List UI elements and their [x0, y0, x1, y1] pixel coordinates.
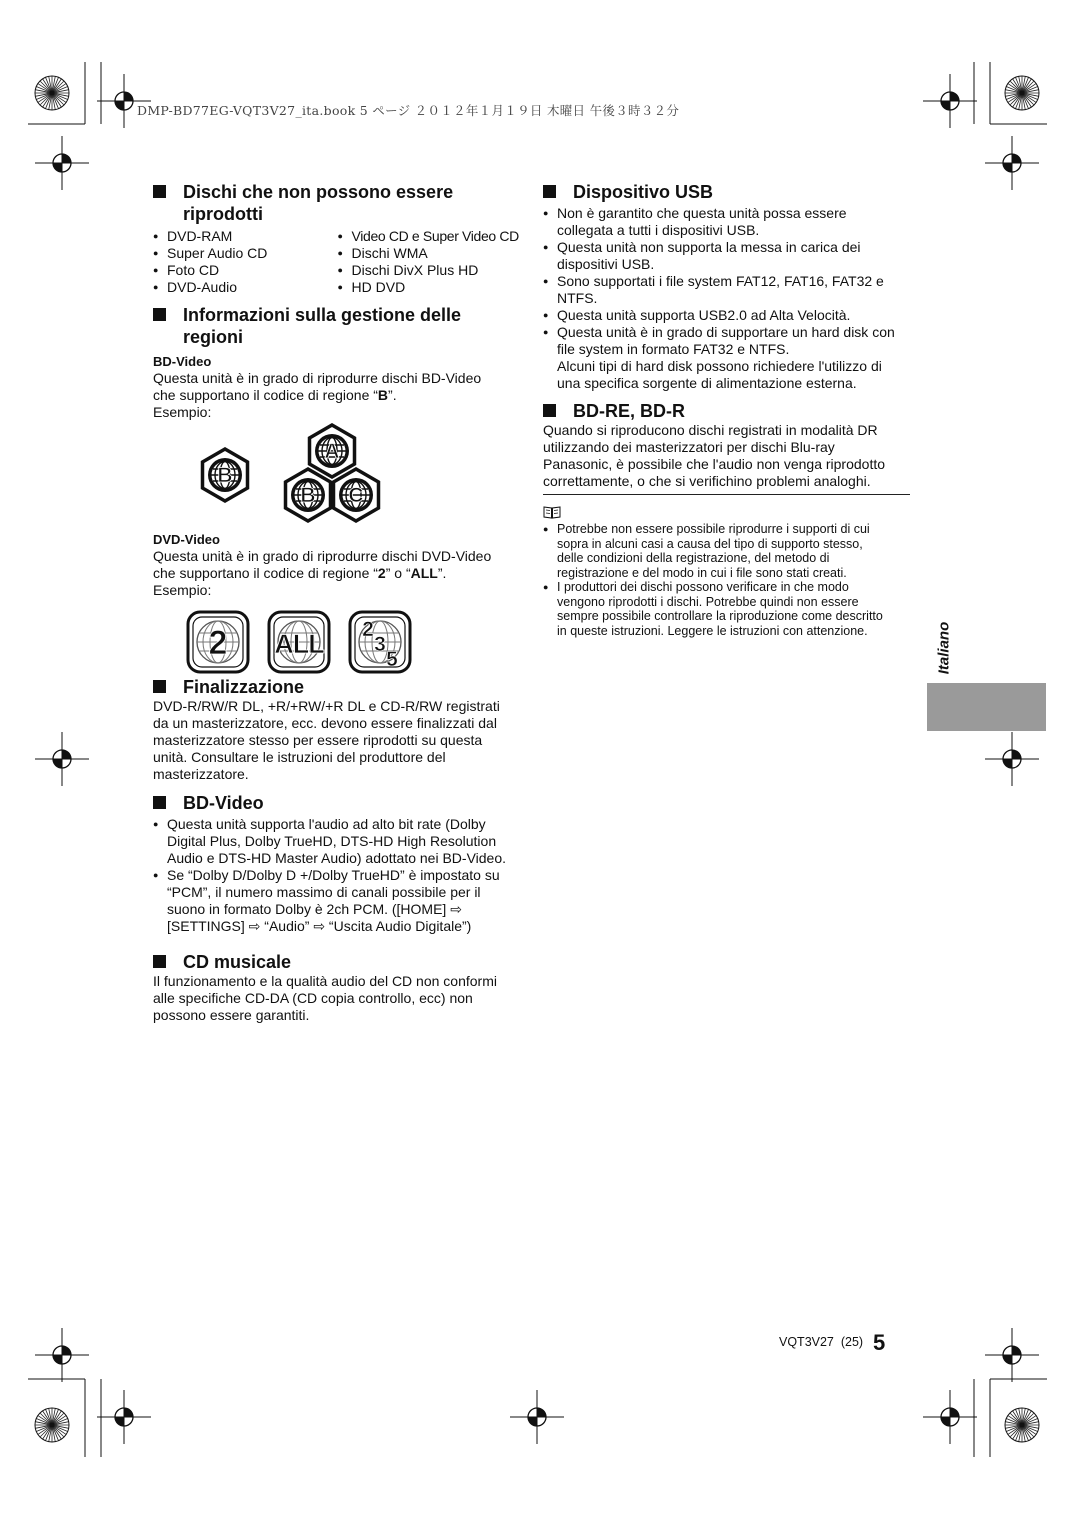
- square-bullet-icon: [153, 308, 166, 321]
- list-item: ● Questa unità supporta l'audio ad alto bit rate (Dolby Digital Plus, Dolby TrueHD, DTS-HD High Resolution Audio e DTS-HD Master Audio) adottato nei BD-Video.: [153, 816, 525, 867]
- square-bullet-icon: [153, 680, 166, 693]
- section-bd-re-bd-r: [543, 400, 915, 490]
- crosshair-icon: [985, 136, 1039, 190]
- section-heading: CD musicale: [153, 951, 525, 973]
- region-a-logo: [310, 425, 355, 477]
- list-item: ● Se “Dolby D/Dolby D +/Dolby TrueHD” è impostato su “PCM”, il numero massimo di canali possibile per il suono in formato Dolby è 2ch PCM. ([HOME] ⇨ [SETTINGS] ⇨ “Audio” ⇨ “Uscita Audio Digitale”): [153, 867, 525, 935]
- square-bullet-icon: [543, 404, 556, 417]
- region-all-logo: [269, 612, 329, 672]
- list-item: ● DVD-RAM: [153, 228, 338, 245]
- crosshair-icon: [985, 732, 1039, 786]
- list-item: ● I produttori dei dischi possono verificare in che modo vengono riprodotti i dischi. Potrebbe quindi non essere sempre possibile controllare la riproduzione come descritto in queste istruzioni. Leggere le istruzioni con attenzione.: [543, 580, 915, 638]
- svg-text:5: 5: [386, 648, 398, 671]
- square-bullet-icon: [153, 185, 166, 198]
- svg-text:3: 3: [374, 633, 386, 656]
- language-tab: [927, 683, 1046, 731]
- list-item: ● Foto CD: [153, 262, 338, 279]
- dvd-region-text: [153, 528, 525, 599]
- crosshair-icon: [35, 136, 89, 190]
- section-usb-device: [543, 181, 915, 392]
- svg-text:2: 2: [362, 618, 374, 641]
- section-heading: BD-Video: [153, 792, 525, 814]
- square-bullet-icon: [153, 796, 166, 809]
- list-item: ● Video CD e Super Video CD: [338, 228, 525, 245]
- paragraph: Questa unità è in grado di riprodurre dischi DVD-Video che supportano il codice di regione “2” o “ALL”. Esempio:: [153, 548, 492, 598]
- section-heading: Dischi che non possono essere riprodotti: [153, 181, 525, 225]
- print-header: DMP-BD77EG-VQT3V27_ita.book 5 ページ ２０１２年１月１９日 木曜日 午後３時３２分: [137, 103, 680, 118]
- crosshair-icon: [923, 74, 977, 128]
- list-item: ● Super Audio CD: [153, 245, 338, 262]
- section-heading: BD-RE, BD-R: [543, 400, 915, 422]
- bd-region-logos: [195, 423, 390, 528]
- footer-code: VQT3V27 (25): [779, 1335, 864, 1349]
- crosshair-icon: [35, 732, 89, 786]
- square-bullet-icon: [153, 955, 166, 968]
- list-item: ● Non è garantito che questa unità possa essere collegata a tutti i dispositivi USB.: [543, 205, 915, 239]
- section-region-management: [153, 304, 525, 421]
- dvd-region-logos: [186, 609, 414, 675]
- paragraph: Questa unità è in grado di riprodurre dischi BD-Video che supportano il codice di regione “B”. Esempio:: [153, 370, 482, 420]
- right-column: [543, 181, 915, 490]
- region-multi-logo: [350, 612, 410, 672]
- sunburst-icon: [35, 1408, 69, 1442]
- region-c-logo: [334, 469, 379, 521]
- crosshair-icon: [985, 1328, 1039, 1382]
- section-heading: Dispositivo USB: [543, 181, 915, 203]
- crosshair-icon: [923, 1390, 977, 1444]
- subheading-dvd-video: DVD-Video: [153, 532, 220, 547]
- list-item: ● Dischi DivX Plus HD: [338, 262, 525, 279]
- page-number: 5: [873, 1330, 886, 1355]
- svg-text:A: A: [324, 440, 340, 463]
- paragraph: Il funzionamento e la qualità audio del CD non conformi alle specifiche CD-DA (CD copia controllo, ecc) non possono essere garantiti.: [153, 973, 497, 1023]
- list-item: ● HD DVD: [338, 279, 525, 296]
- left-column: [153, 181, 525, 421]
- svg-text:B: B: [300, 484, 316, 507]
- paragraph: Quando si riproducono dischi registrati in modalità DR utilizzando dei masterizzatori per dischi Blu-ray Panasonic, è possibile che l'audio non venga riprodotto correttamente, o che si verifichino problemi analoghi.: [543, 422, 886, 489]
- region-b-logo: [203, 449, 248, 501]
- section-heading: Informazioni sulla gestione delle regioni: [153, 304, 525, 348]
- list-item: ● Sono supportati i file system FAT12, FAT16, FAT32 e NTFS.: [543, 273, 915, 307]
- crosshair-icon: [510, 1390, 564, 1444]
- svg-text:C: C: [348, 484, 364, 507]
- svg-text:ALL: ALL: [274, 629, 324, 659]
- region-2-logo: [188, 612, 248, 672]
- section-finalization: [153, 676, 525, 783]
- svg-text:2: 2: [208, 624, 228, 662]
- section-unplayable-discs: [153, 181, 525, 296]
- crosshair-icon: [35, 1328, 89, 1382]
- left-column-lower: [153, 676, 525, 1024]
- subheading-bd-video: BD-Video: [153, 354, 212, 369]
- list-item: ● Questa unità supporta USB2.0 ad Alta Velocità.: [543, 307, 915, 324]
- crosshair-icon: [97, 1390, 151, 1444]
- notes: [543, 522, 915, 638]
- sunburst-icon: [35, 76, 69, 110]
- section-bd-video: [153, 792, 525, 935]
- list-item: ● Potrebbe non essere possibile riprodurre i supporti di cui sopra in alcuni casi a causa del tipo di supporto stesso, delle condizioni della registrazione, del metodo di registrazione e del modo in cui i file sono stati creati.: [543, 522, 915, 580]
- square-bullet-icon: [543, 185, 556, 198]
- language-label: Italiano: [935, 621, 953, 675]
- disc-list: [153, 228, 525, 296]
- list-item: ● Questa unità non supporta la messa in carica dei dispositivi USB.: [543, 239, 915, 273]
- list-item: ● DVD-Audio: [153, 279, 338, 296]
- paragraph: DVD-R/RW/R DL, +R/+RW/+R DL e CD-R/RW registrati da un masterizzatore, ecc. devono essere finalizzati dal masterizzatore stesso per essere riprodotti su questa unità. Consultare le istruzioni del produttore del masterizzatore.: [153, 698, 500, 782]
- section-music-cd: [153, 951, 525, 1024]
- sunburst-icon: [1005, 1408, 1039, 1442]
- svg-text:B: B: [217, 464, 233, 487]
- sunburst-icon: [1005, 76, 1039, 110]
- book-note-icon: [543, 505, 561, 519]
- section-heading: Finalizzazione: [153, 676, 525, 698]
- list-item: ● Questa unità è in grado di supportare un hard disk con file system in formato FAT32 e NTFS. Alcuni tipi di hard disk possono richiedere l'utilizzo di una specifica sorgente di alimentazione esterna.: [543, 324, 915, 392]
- region-b-logo: [286, 469, 331, 521]
- divider: [543, 494, 910, 495]
- list-item: ● Dischi WMA: [338, 245, 525, 262]
